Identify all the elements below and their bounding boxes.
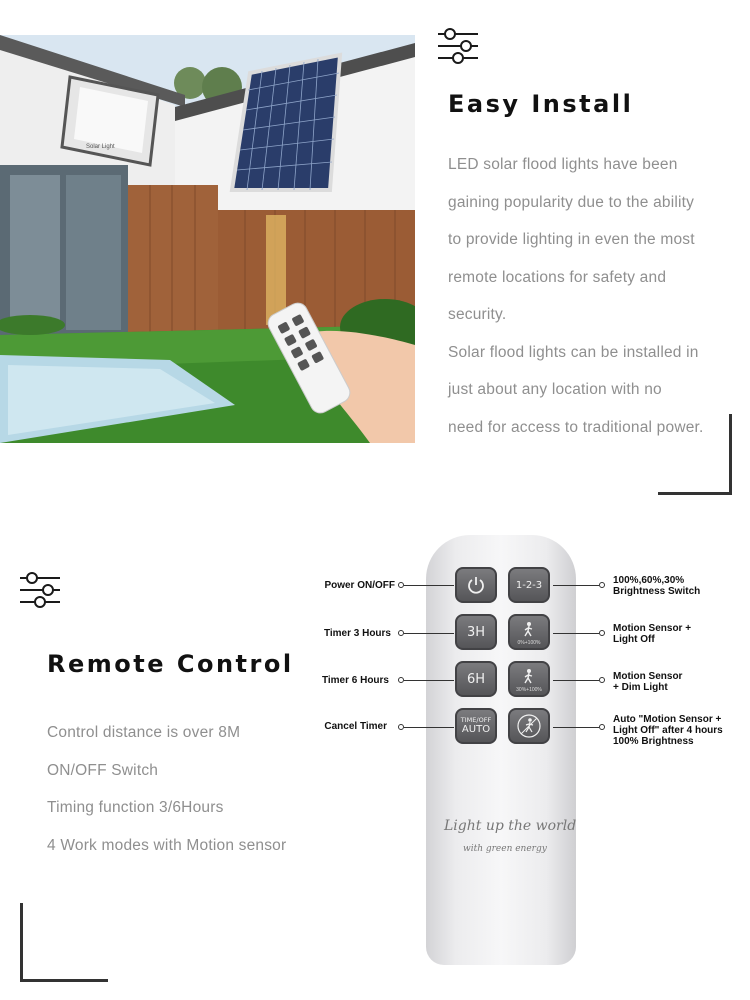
callout-line bbox=[404, 727, 454, 728]
sliders-icon bbox=[438, 28, 478, 64]
callout-motion-dim-line2: + Dim Light bbox=[613, 682, 668, 693]
callout-dot bbox=[599, 630, 605, 636]
callout-power bbox=[300, 580, 395, 591]
remote-control bbox=[426, 535, 576, 965]
sliders-icon bbox=[20, 572, 60, 608]
brightness-switch-button[interactable] bbox=[508, 567, 550, 603]
callout-line bbox=[553, 585, 599, 586]
power-button[interactable] bbox=[455, 567, 497, 603]
callout-line bbox=[553, 727, 599, 728]
remote-slogan-sub: with green energy bbox=[463, 844, 547, 854]
description-line: to provide lighting in even the most bbox=[448, 231, 695, 248]
callout-power-text: Power ON/OFF bbox=[324, 580, 395, 591]
callout-brightness bbox=[613, 575, 700, 597]
callout-dot bbox=[599, 677, 605, 683]
motion-sensor-dim-button[interactable] bbox=[508, 661, 550, 697]
callout-auto-line2: Light Off" after 4 hours bbox=[613, 725, 723, 736]
callout-line bbox=[404, 680, 454, 681]
callout-motion-dim-line1: Motion Sensor bbox=[613, 671, 683, 682]
callout-timer-6h-text: Timer 6 Hours bbox=[321, 675, 389, 686]
remote-control-features bbox=[47, 714, 286, 864]
solar-flood-light-photo bbox=[0, 35, 415, 443]
feature-line: ON/OFF Switch bbox=[47, 761, 159, 779]
callout-line bbox=[404, 633, 454, 634]
flood-light-label: Solar Light bbox=[86, 144, 115, 150]
easy-install-title: Easy Install bbox=[448, 90, 634, 118]
callout-timer-6h bbox=[300, 675, 389, 686]
callout-cancel-text: Cancel Timer bbox=[324, 721, 387, 732]
cancel-timer-auto-button[interactable] bbox=[455, 708, 497, 744]
callout-auto bbox=[613, 714, 723, 747]
time-off-label: TIME/OFF bbox=[460, 716, 492, 724]
callout-auto-line3: 100% Brightness bbox=[613, 736, 694, 747]
feature-line: Timing function 3/6Hours bbox=[47, 799, 224, 816]
feature-line: Control distance is over 8M bbox=[47, 724, 241, 741]
auto-label: AUTO bbox=[461, 724, 491, 735]
callout-timer-3h bbox=[300, 628, 391, 639]
motion-off-sub-label: 0%+100% bbox=[517, 640, 541, 646]
callout-timer-3h-text: Timer 3 Hours bbox=[323, 628, 391, 639]
auto-motion-mode-button[interactable] bbox=[508, 708, 550, 744]
callout-auto-line1: Auto "Motion Sensor + bbox=[613, 714, 722, 725]
description-line: security. bbox=[448, 306, 507, 323]
callout-cancel bbox=[300, 721, 387, 732]
power-icon bbox=[466, 575, 486, 595]
timer-3h-label: 3H bbox=[466, 624, 486, 640]
feature-line: 4 Work modes with Motion sensor bbox=[47, 836, 287, 854]
auto-motion-icon bbox=[516, 713, 542, 739]
callout-motion-dim bbox=[613, 671, 682, 693]
callout-dot bbox=[599, 582, 605, 588]
description-line: need for access to traditional power. bbox=[448, 418, 704, 436]
callout-brightness-line1: 100%,60%,30% bbox=[613, 575, 685, 586]
callout-brightness-line2: Brightness Switch bbox=[613, 586, 701, 597]
motion-sensor-icon bbox=[521, 668, 537, 684]
description-line: Solar flood lights can be installed in bbox=[448, 343, 699, 361]
description-line: just about any location with no bbox=[448, 381, 662, 398]
callout-line bbox=[553, 633, 599, 634]
description-line: gaining popularity due to the ability bbox=[448, 193, 695, 211]
timer-6h-label: 6H bbox=[466, 671, 486, 687]
corner-bracket-decoration bbox=[20, 903, 108, 982]
motion-dim-sub-label: 30%+100% bbox=[516, 687, 542, 693]
motion-sensor-icon bbox=[521, 621, 537, 637]
description-line: LED solar flood lights have been bbox=[448, 156, 678, 173]
callout-motion-off-line1: Motion Sensor + bbox=[613, 623, 692, 634]
callout-motion-off-line2: Light Off bbox=[613, 634, 655, 645]
description-line: remote locations for safety and bbox=[448, 268, 667, 286]
timer-6h-button[interactable] bbox=[455, 661, 497, 697]
brightness-button-label: 1-2-3 bbox=[515, 579, 543, 591]
callout-motion-off bbox=[613, 623, 691, 645]
callout-line bbox=[404, 585, 454, 586]
remote-control-title: Remote Control bbox=[47, 650, 294, 678]
callout-line bbox=[553, 680, 599, 681]
remote-slogan: Light up the world bbox=[444, 818, 577, 834]
easy-install-description bbox=[448, 146, 704, 446]
corner-bracket-decoration bbox=[658, 414, 732, 495]
callout-dot bbox=[599, 724, 605, 730]
timer-3h-button[interactable] bbox=[455, 614, 497, 650]
motion-sensor-light-off-button[interactable] bbox=[508, 614, 550, 650]
